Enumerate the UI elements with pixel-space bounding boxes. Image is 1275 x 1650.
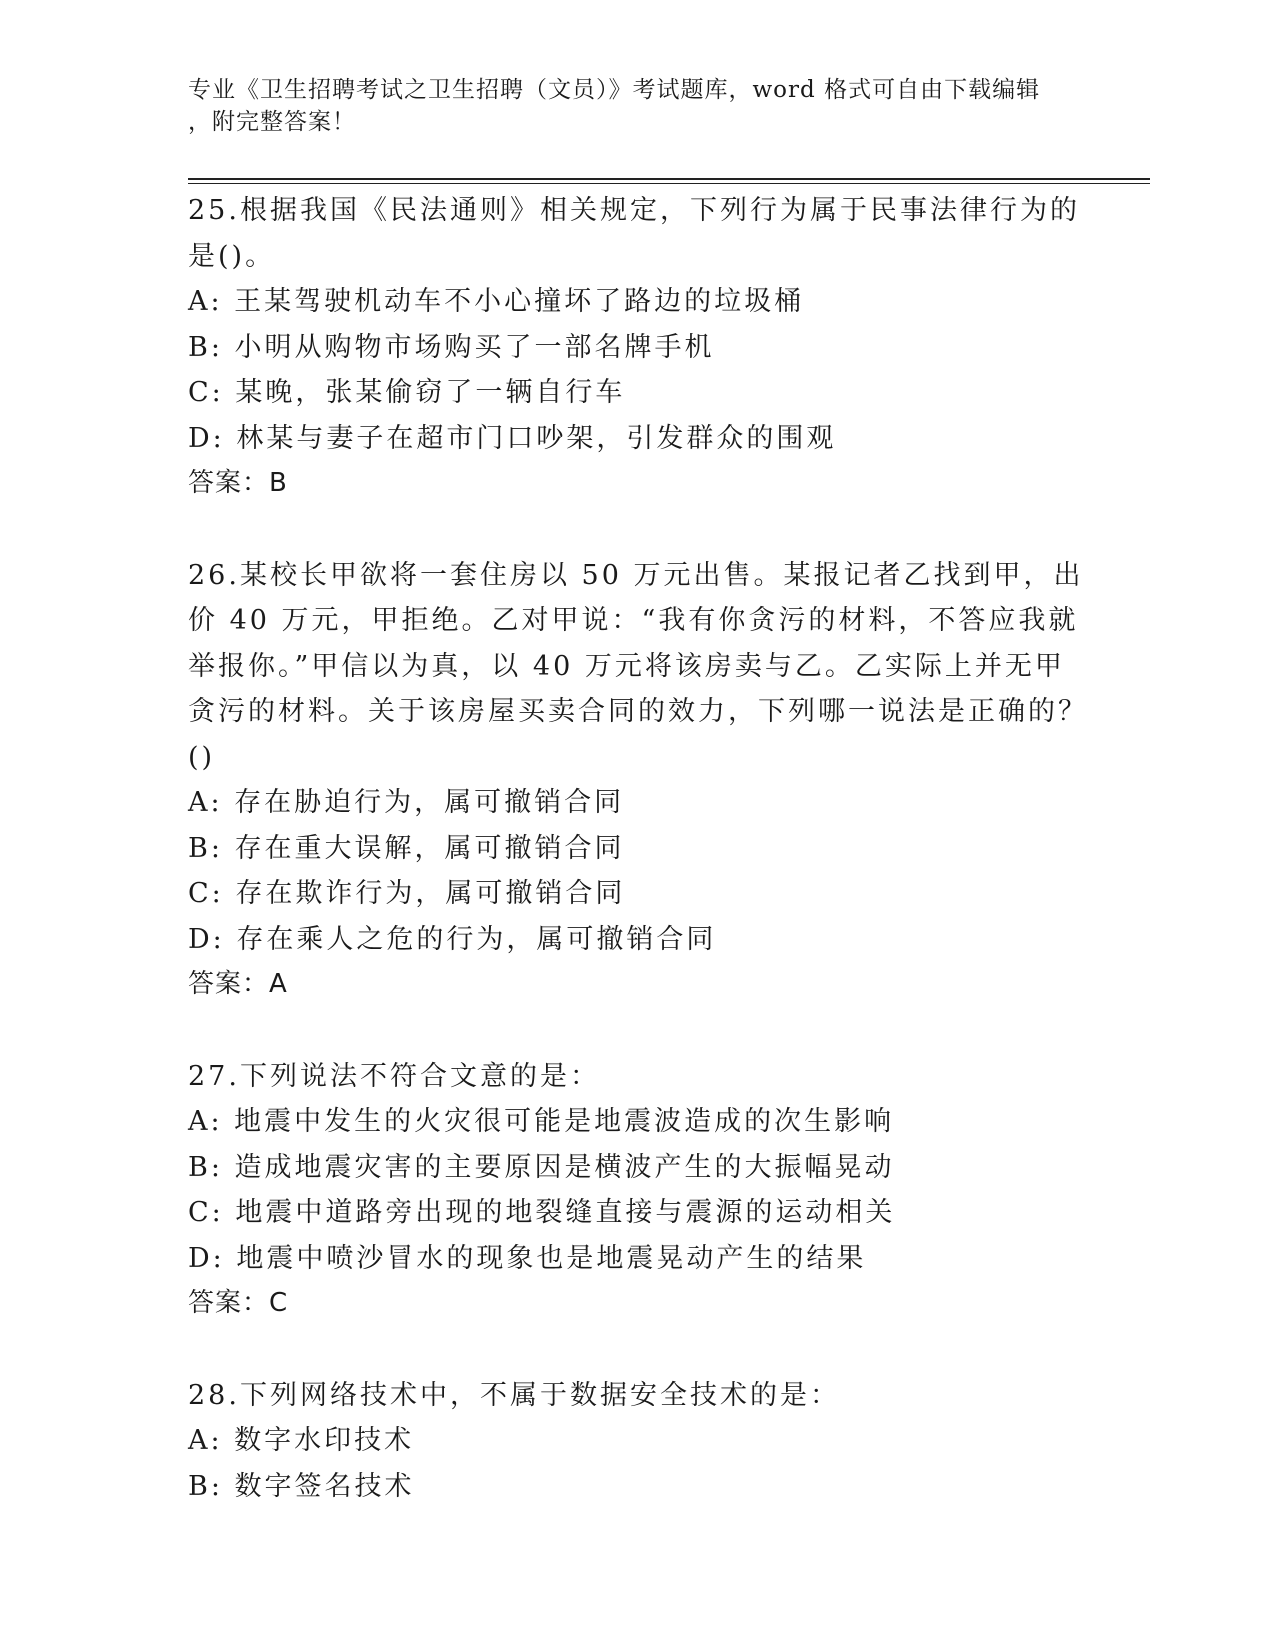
question-list bbox=[188, 188, 1088, 1555]
answer: 答案：A bbox=[188, 969, 288, 999]
header-line-2: ，附完整答案！ bbox=[188, 109, 356, 135]
option-a: A: 王某驾驶机动车不小心撞坏了路边的垃圾桶 bbox=[188, 286, 805, 317]
option-c: C: 地震中道路旁出现的地裂缝直接与震源的运动相关 bbox=[188, 1197, 896, 1228]
option-d: D: 林某与妻子在超市门口吵架，引发群众的围观 bbox=[188, 422, 837, 454]
answer: 答案：B bbox=[188, 468, 288, 498]
option-d: D: 存在乘人之危的行为，属可撤销合同 bbox=[188, 923, 717, 955]
header-divider bbox=[188, 178, 1150, 180]
option-d: D: 地震中喷沙冒水的现象也是地震晃动产生的结果 bbox=[188, 1242, 867, 1274]
question-28 bbox=[188, 1373, 1088, 1510]
option-b: B: 存在重大误解，属可撤销合同 bbox=[188, 832, 625, 864]
question-27 bbox=[188, 1054, 1088, 1327]
question-25 bbox=[188, 188, 1088, 507]
question-stem: 27.下列说法不符合文意的是： bbox=[188, 1060, 600, 1092]
option-c: C: 某晚，张某偷窃了一辆自行车 bbox=[188, 377, 626, 408]
option-a: A: 存在胁迫行为，属可撤销合同 bbox=[188, 787, 625, 818]
document-header bbox=[188, 74, 1088, 138]
question-stem: 25.根据我国《民法通则》相关规定，下列行为属于民事法律行为的是()。 bbox=[188, 195, 1080, 272]
question-26 bbox=[188, 553, 1088, 1008]
option-a: A: 数字水印技术 bbox=[188, 1425, 415, 1456]
option-c: C: 存在欺诈行为，属可撤销合同 bbox=[188, 878, 626, 909]
option-b: B: 数字签名技术 bbox=[188, 1470, 415, 1502]
option-b: B: 小明从购物市场购买了一部名牌手机 bbox=[188, 331, 715, 363]
header-divider-thin bbox=[188, 183, 1150, 184]
question-stem: 28.下列网络技术中，不属于数据安全技术的是： bbox=[188, 1379, 840, 1411]
option-b: B: 造成地震灾害的主要原因是横波产生的大振幅晃动 bbox=[188, 1151, 895, 1183]
answer: 答案：C bbox=[188, 1288, 289, 1318]
header-line-1: 专业《卫生招聘考试之卫生招聘（文员）》考试题库，word 格式可自由下载编辑 bbox=[188, 77, 1041, 103]
option-a: A: 地震中发生的火灾很可能是地震波造成的次生影响 bbox=[188, 1106, 895, 1137]
question-stem: 26.某校长甲欲将一套住房以 50 万元出售。某报记者乙找到甲，出价 40 万元，甲拒绝。乙对甲说：“我有你贪污的材料，不答应我就举报你。”甲信以为真，以 40 万元将该房卖与乙。乙实际上并无甲贪污的材料。关于该房屋买卖合同的效力，下列哪一说法是正确的？() bbox=[188, 559, 1088, 773]
